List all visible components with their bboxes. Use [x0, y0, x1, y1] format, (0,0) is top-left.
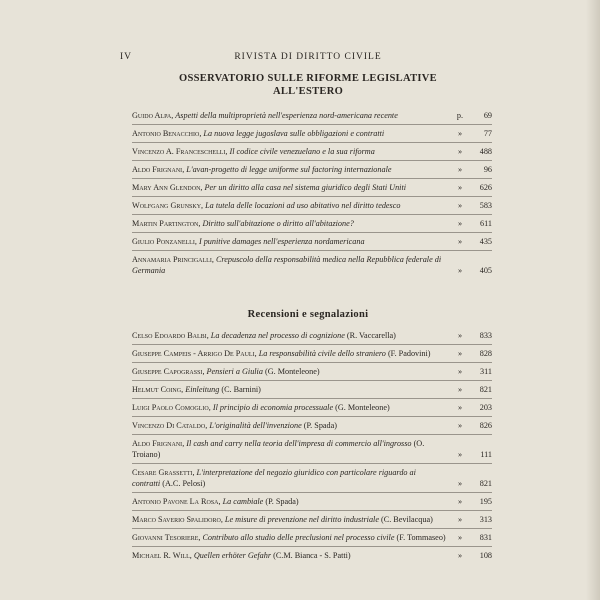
toc-entry-author: Martin Partington: [132, 219, 199, 228]
toc-entry-title: Il codice civile venezuelano e la sua riforma: [229, 147, 375, 156]
toc-entry-page-marker: »: [457, 165, 463, 174]
toc-entry: [132, 550, 492, 561]
toc-entry-page-number: 311: [480, 367, 492, 376]
toc-entry-text: Guido Alpa, Aspetti della multiproprietà nell'esperienza nord-americana recente: [132, 111, 398, 120]
toc-entry-page-number: 828: [479, 349, 492, 358]
toc-entry: [132, 330, 492, 341]
observatory-entry-list: [132, 110, 492, 276]
entry-divider: [132, 463, 492, 464]
entry-divider: [132, 344, 492, 345]
entry-divider: [132, 380, 492, 381]
toc-entry-title: La tutela delle locazioni ad uso abitativo nel diritto tedesco: [205, 201, 401, 210]
toc-entry: [132, 110, 492, 121]
entry-divider: [132, 398, 492, 399]
toc-entry-title: La cambiale: [222, 497, 264, 506]
toc-entry-page-number: 96: [483, 165, 492, 174]
toc-entry-text: Mary Ann Glendon, Per un diritto alla casa nel sistema giuridico degli Stati Uniti: [132, 183, 407, 192]
toc-entry-title: La nuova legge jugoslava sulle obbligazioni e contratti: [203, 129, 385, 138]
toc-entry-author: Michael R. Will: [132, 551, 190, 560]
toc-entry-page-marker: »: [457, 497, 463, 506]
toc-entry-title: Diritto sull'abitazione o diritto all'abitazione?: [202, 219, 354, 228]
toc-entry: [132, 420, 492, 431]
toc-entry-text: Giuseppe Campeis - Arrigo De Pauli, La responsabilità civile dello straniero (F. Padovini): [132, 349, 431, 358]
entry-divider: [132, 434, 492, 435]
toc-entry-author: Luigi Paolo Comoglio: [132, 403, 209, 412]
toc-entry-title: I punitive damages nell'esperienza nordamericana: [198, 237, 365, 246]
toc-entry-text: Giuseppe Capograssi, Pensieri a Giulia (G. Monteleone): [132, 367, 320, 376]
toc-entry-page-number: 833: [479, 331, 492, 340]
section-title-reviews: [120, 308, 496, 321]
toc-entry-title: La decadenza nel processo di cognizione: [210, 331, 345, 340]
toc-entry-page-number: 203: [479, 403, 492, 412]
toc-entry: [132, 182, 492, 193]
toc-entry-title: Il cash and carry nella teoria dell'impresa di commercio all'ingrosso: [186, 439, 412, 448]
toc-entry-reviewer: (O. Troiano): [132, 439, 425, 459]
toc-entry-title: Einleitung: [185, 385, 220, 394]
toc-entry-text: Giulio Ponzanelli, I punitive damages nell'esperienza nordamericana: [132, 237, 365, 246]
toc-entry-page-number: 821: [479, 385, 492, 394]
toc-entry-reviewer: (F. Tommaseo): [396, 533, 446, 542]
toc-entry-reviewer: (P. Spada): [303, 421, 337, 430]
toc-entry-title: Il principio di economia processuale: [212, 403, 334, 412]
toc-entry-author: Giovanni Tesoriere: [132, 533, 199, 542]
toc-entry-page-marker: »: [457, 147, 463, 156]
toc-entry-author: Vincenzo Di Cataldo: [132, 421, 206, 430]
toc-entry: [132, 146, 492, 157]
entry-divider: [132, 510, 492, 511]
page-gutter-shadow: [586, 0, 600, 600]
entry-divider: [132, 214, 492, 215]
toc-entry: [132, 514, 492, 525]
toc-entry: [132, 496, 492, 507]
toc-entry-author: Aldo Frignani: [132, 165, 183, 174]
entry-divider: [132, 250, 492, 251]
toc-entry-title: Le misure di prevenzione nel diritto industriale: [224, 515, 379, 524]
toc-entry: [132, 402, 492, 413]
toc-entry-text: Celso Edoardo Balbi, La decadenza nel processo di cognizione (R. Vaccarella): [132, 331, 396, 340]
toc-entry-page-marker: »: [457, 551, 463, 560]
toc-entry-reviewer: (C. Barnini): [221, 385, 261, 394]
toc-entry: [132, 467, 492, 489]
toc-entry-author: Annamaria Princigalli: [132, 255, 212, 264]
toc-entry-text: Michael R. Will, Quellen erhöter Gefahr (C.M. Bianca - S. Patti): [132, 551, 351, 560]
toc-entry-page-marker: »: [457, 533, 463, 542]
toc-entry-page-number: 583: [479, 201, 492, 210]
toc-entry: [132, 164, 492, 175]
toc-entry-author: Antonio Benacchio: [132, 129, 200, 138]
toc-entry: [132, 532, 492, 543]
toc-entry-text: Vincenzo Di Cataldo, L'originalità dell'invenzione (P. Spada): [132, 421, 337, 430]
running-head-page-number: IV: [120, 52, 133, 62]
section-title-observatory: [120, 72, 496, 98]
toc-entry-page-marker: »: [457, 266, 463, 275]
toc-entry-reviewer: (G. Monteleone): [335, 403, 390, 412]
toc-entry: [132, 218, 492, 229]
section-title-line: OSSERVATORIO SULLE RIFORME LEGISLATIVE: [179, 73, 437, 84]
toc-entry-title: Crepuscolo della responsabilità medica nella Repubblica federale di Germania: [132, 255, 442, 275]
toc-entry: [132, 128, 492, 139]
toc-entry-page-number: 108: [479, 551, 492, 560]
toc-entry-reviewer: (A.C. Pelosi): [162, 479, 206, 488]
toc-entry-page-number: 77: [483, 129, 492, 138]
toc-entry-title: L'originalità dell'invenzione: [209, 421, 302, 430]
toc-entry: [132, 348, 492, 359]
toc-entry-page-marker: p.: [456, 111, 464, 120]
toc-entry-page-number: 435: [479, 237, 492, 246]
toc-entry-author: Celso Edoardo Balbi: [132, 331, 207, 340]
toc-entry: [132, 236, 492, 247]
toc-entry-reviewer: (C. Bevilacqua): [381, 515, 433, 524]
toc-entry-page-number: 111: [480, 450, 492, 459]
running-head-journal-title: RIVISTA DI DIRITTO CIVILE: [234, 52, 382, 62]
toc-entry-title: La responsabilità civile dello straniero: [258, 349, 386, 358]
toc-entry-text: Antonio Benacchio, La nuova legge jugoslava sulle obbligazioni e contratti: [132, 129, 385, 138]
toc-entry-author: Cesare Grassetti: [132, 468, 193, 477]
toc-entry: [132, 254, 492, 276]
toc-entry-text: Helmut Coing, Einleitung (C. Barnini): [132, 385, 261, 394]
toc-entry-author: Marco Saverio Spalidoro: [132, 515, 221, 524]
toc-entry-author: Mary Ann Glendon: [132, 183, 201, 192]
toc-entry-text: Aldo Frignani, Il cash and carry nella teoria dell'impresa di commercio all'ingrosso (O. Troiano): [132, 439, 425, 459]
entry-divider: [132, 196, 492, 197]
toc-entry-page-marker: »: [457, 331, 463, 340]
toc-entry-reviewer: (G. Monteleone): [264, 367, 320, 376]
toc-entry: [132, 200, 492, 211]
toc-entry-text: Antonio Pavone La Rosa, La cambiale (P. Spada): [132, 497, 299, 506]
toc-entry-page-number: 611: [480, 219, 492, 228]
section-title-line: ALL'ESTERO: [272, 86, 344, 97]
entry-divider: [132, 546, 492, 547]
toc-entry-page-number: 69: [483, 111, 492, 120]
toc-entry-page-number: 826: [479, 421, 492, 430]
entry-divider: [132, 160, 492, 161]
toc-entry-page-marker: »: [457, 403, 463, 412]
entry-divider: [132, 142, 492, 143]
toc-entry-author: Giuseppe Capograssi: [132, 367, 203, 376]
toc-entry-title: Contributo allo studio delle preclusioni nel processo civile: [202, 533, 395, 542]
entry-divider: [132, 528, 492, 529]
entry-divider: [132, 232, 492, 233]
toc-entry-title: L'avan-progetto di legge uniforme sul factoring internazionale: [186, 165, 392, 174]
toc-entry-page-marker: »: [457, 479, 463, 488]
toc-entry-page-number: 831: [479, 533, 492, 542]
running-head: [120, 52, 496, 66]
toc-entry-page-number: 821: [479, 479, 492, 488]
toc-entry-page-marker: »: [457, 385, 463, 394]
toc-entry-text: Annamaria Princigalli, Crepuscolo della responsabilità medica nella Repubblica federale di Germania: [132, 255, 442, 275]
toc-entry-page-number: 195: [479, 497, 492, 506]
toc-entry-text: Marco Saverio Spalidoro, Le misure di prevenzione nel diritto industriale (C. Bevilacqua): [132, 515, 433, 524]
toc-entry-page-marker: »: [457, 201, 463, 210]
toc-entry-page-marker: »: [457, 421, 463, 430]
toc-entry-page-marker: »: [457, 367, 463, 376]
toc-entry-reviewer: (C.M. Bianca - S. Patti): [273, 551, 351, 560]
toc-entry-page-marker: »: [457, 219, 463, 228]
toc-entry-page-marker: »: [457, 450, 463, 459]
toc-entry-page-marker: »: [457, 349, 463, 358]
toc-entry-text: Giovanni Tesoriere, Contributo allo studio delle preclusioni nel processo civile (F. Tommaseo): [132, 533, 446, 542]
toc-entry-author: Guido Alpa: [132, 111, 172, 120]
toc-entry-author: Giuseppe Campeis - Arrigo De Pauli: [132, 349, 255, 358]
toc-entry-page-number: 488: [479, 147, 492, 156]
toc-entry-text: Luigi Paolo Comoglio, Il principio di economia processuale (G. Monteleone): [132, 403, 390, 412]
toc-entry-title: Quellen erhöter Gefahr: [193, 551, 272, 560]
toc-entry-title: Pensieri a Giulia: [206, 367, 263, 376]
toc-entry-author: Wolfgang Grunsky: [132, 201, 202, 210]
toc-entry-page-number: 626: [479, 183, 492, 192]
toc-entry: [132, 438, 492, 460]
section-title-line: Recensioni e segnalazioni: [247, 309, 369, 320]
toc-entry-page-number: 313: [479, 515, 492, 524]
toc-entry-page-marker: »: [457, 183, 463, 192]
toc-entry: [132, 366, 492, 377]
toc-entry-author: Helmut Coing: [132, 385, 182, 394]
entry-divider: [132, 178, 492, 179]
toc-entry-page-marker: »: [457, 515, 463, 524]
toc-entry-author: Giulio Ponzanelli: [132, 237, 195, 246]
toc-entry-reviewer: (F. Padovini): [387, 349, 431, 358]
toc-entry-author: Aldo Frignani: [132, 439, 183, 448]
toc-entry-text: Martin Partington, Diritto sull'abitazione o diritto all'abitazione?: [132, 219, 354, 228]
toc-entry: [132, 384, 492, 395]
toc-entry-page-marker: »: [457, 237, 463, 246]
toc-entry-title: L'interpretazione del negozio giuridico con particolare riguardo ai contratti: [132, 468, 416, 488]
toc-entry-reviewer: (P. Spada): [265, 497, 299, 506]
entry-divider: [132, 124, 492, 125]
toc-entry-reviewer: (R. Vaccarella): [346, 331, 396, 340]
toc-entry-text: Cesare Grassetti, L'interpretazione del negozio giuridico con particolare riguardo ai contratti (A.C. Pelosi): [132, 468, 416, 488]
toc-entry-text: Vincenzo A. Franceschelli, Il codice civile venezuelano e la sua riforma: [132, 147, 375, 156]
toc-entry-title: Aspetti della multiproprietà nell'esperienza nord-americana recente: [175, 111, 398, 120]
toc-entry-author: Vincenzo A. Franceschelli: [132, 147, 226, 156]
toc-entry-title: Per un diritto alla casa nel sistema giuridico degli Stati Uniti: [204, 183, 407, 192]
toc-entry-page-marker: »: [457, 129, 463, 138]
entry-divider: [132, 416, 492, 417]
toc-entry-text: Wolfgang Grunsky, La tutela delle locazioni ad uso abitativo nel diritto tedesco: [132, 201, 401, 210]
entry-divider: [132, 362, 492, 363]
toc-entry-page-number: 405: [479, 266, 492, 275]
toc-entry-text: Aldo Frignani, L'avan-progetto di legge uniforme sul factoring internazionale: [132, 165, 392, 174]
entry-divider: [132, 492, 492, 493]
toc-entry-author: Antonio Pavone La Rosa: [132, 497, 219, 506]
reviews-entry-list: [132, 330, 492, 561]
